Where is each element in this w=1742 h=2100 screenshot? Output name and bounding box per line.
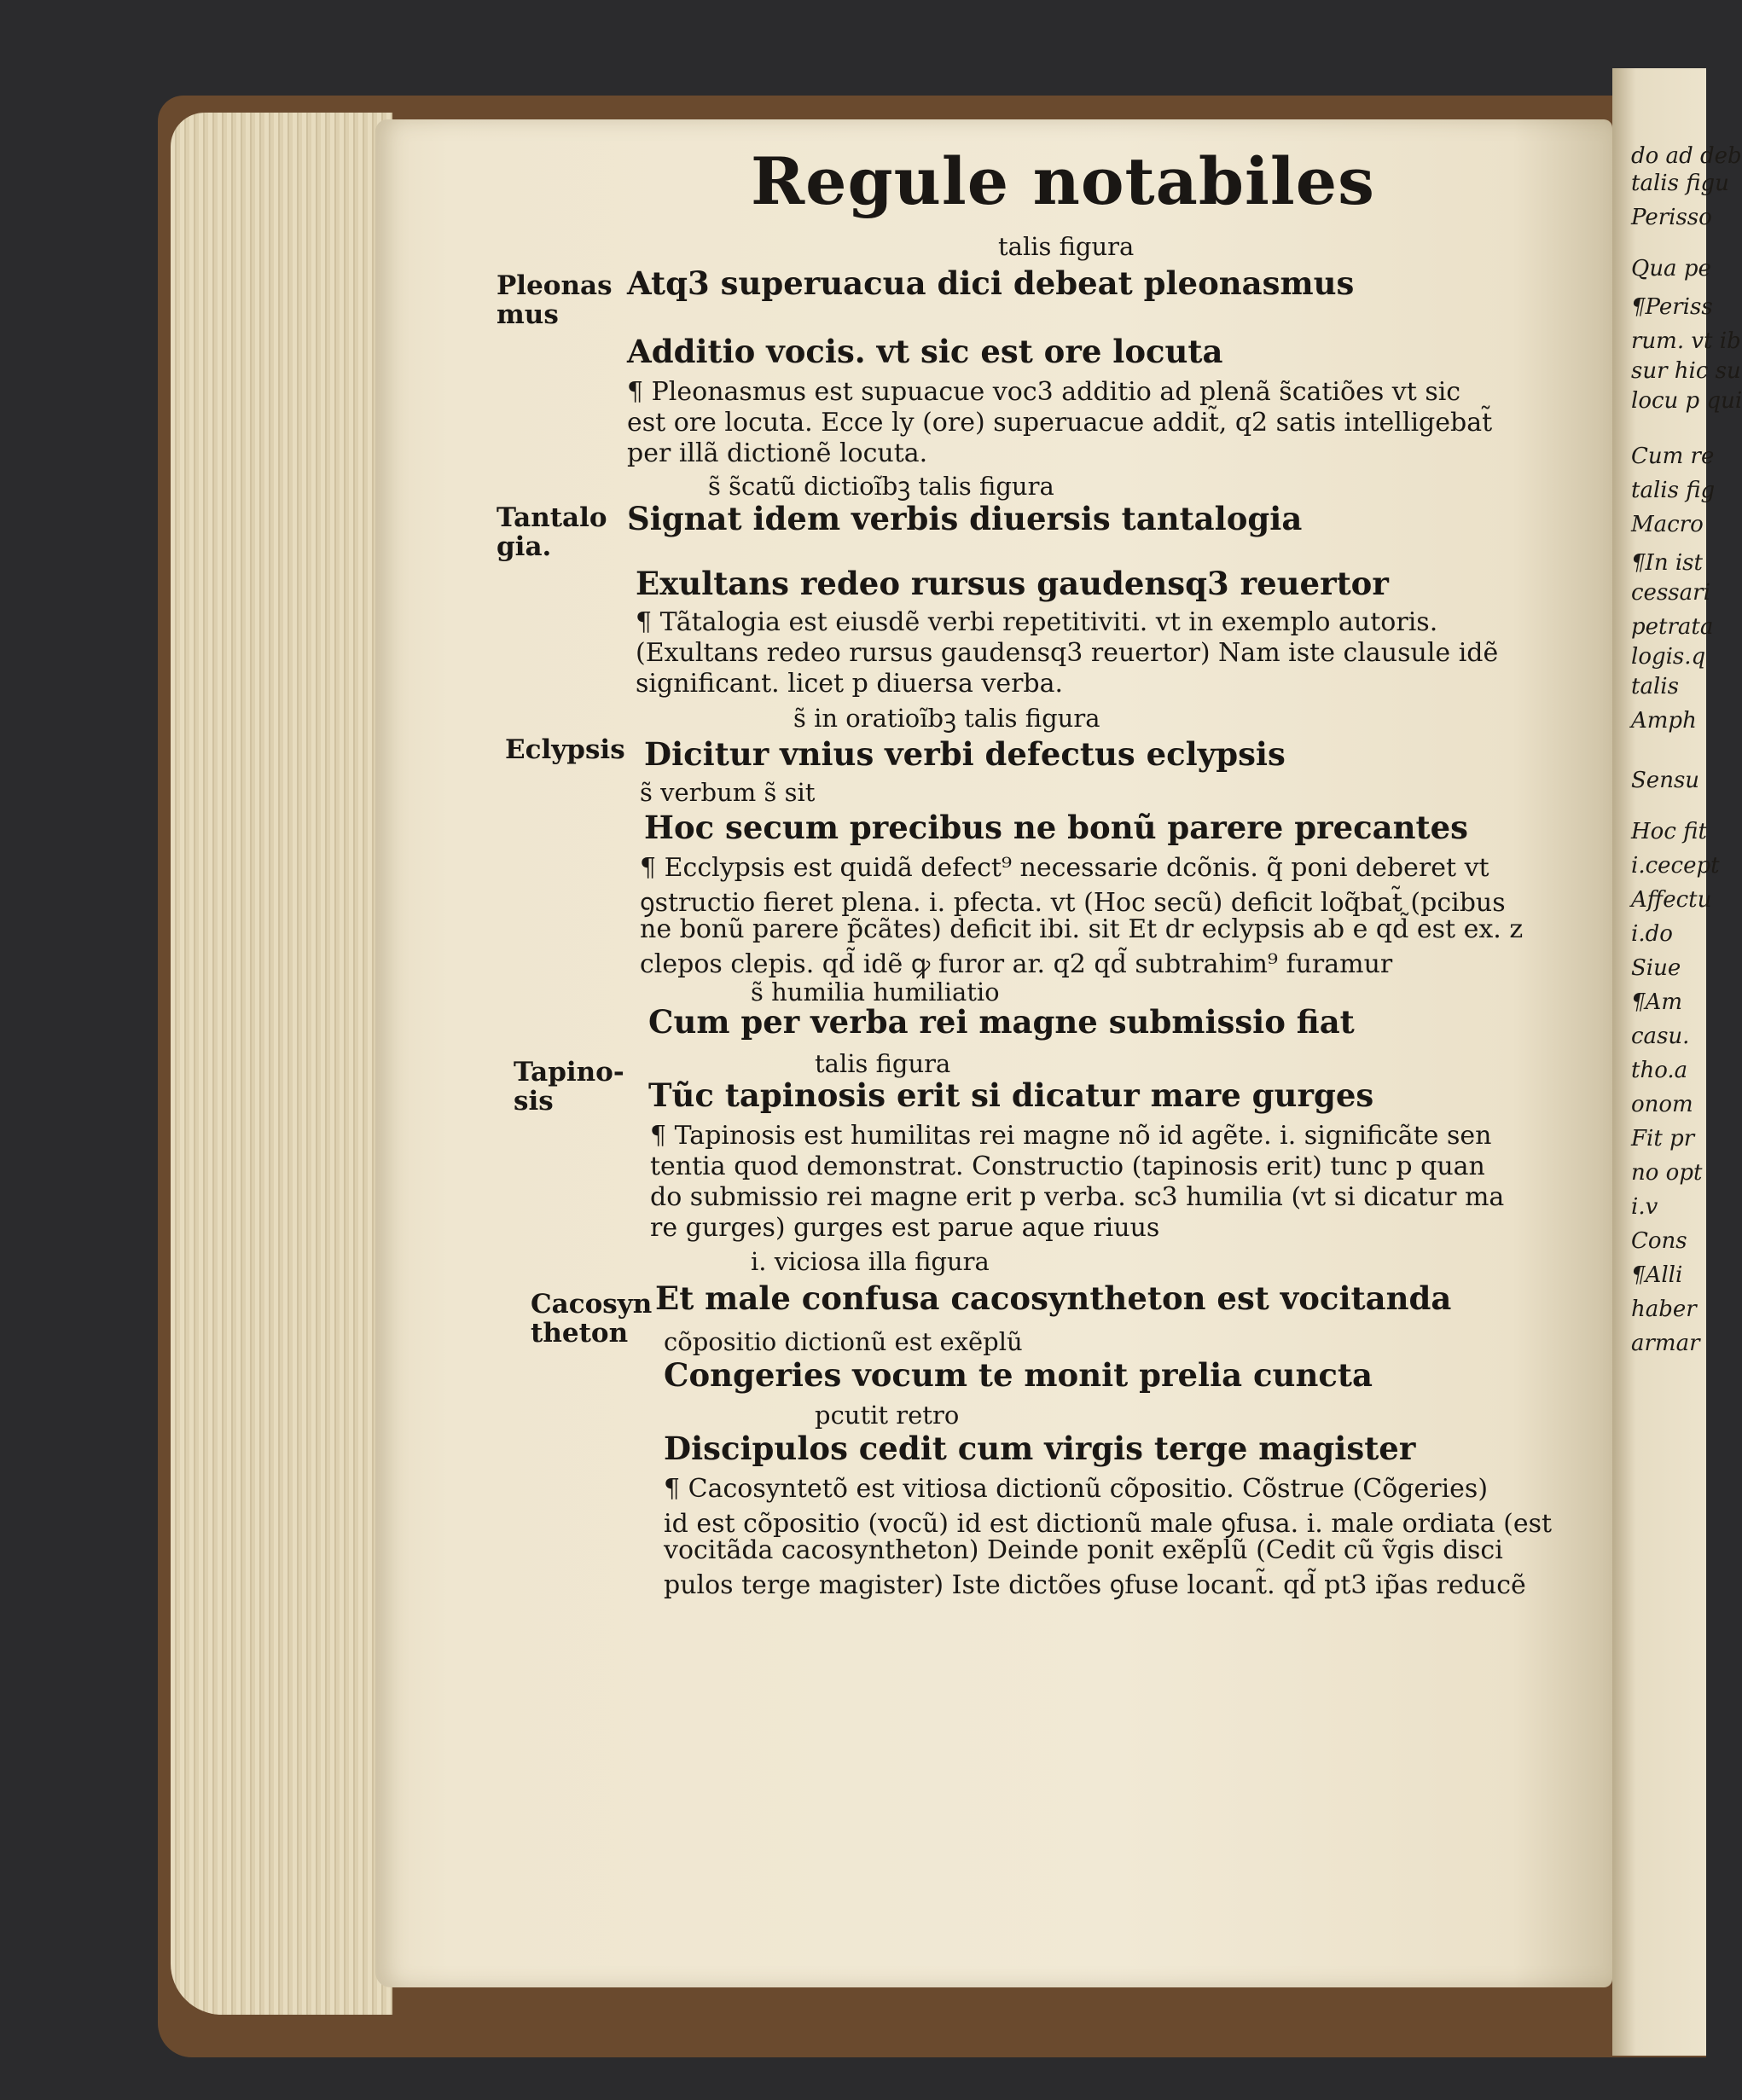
facing-page-text: no opt [1631, 1160, 1703, 1186]
commentary-line: ¶ Tãtalogia est eiusdẽ verbi repetitiviti. vt in exemplo autoris. [636, 607, 1438, 637]
facing-page-text: Sensu [1631, 768, 1700, 793]
facing-page-text: talis fig [1631, 478, 1716, 503]
facing-page-text: ¶Am [1631, 989, 1682, 1015]
facing-page-text: i.do [1631, 921, 1673, 947]
facing-page-text: Perisso [1631, 205, 1712, 230]
facing-page-text: ¶In ist [1631, 550, 1703, 576]
facing-page-text: Siue [1631, 955, 1681, 981]
facing-page-text: casu. [1631, 1024, 1690, 1049]
facing-page-text: ¶Alli [1631, 1262, 1683, 1288]
commentary-line: est ore locuta. Ecce ly (ore) superuacue addit̃, q2 satis intelligebat̃ [627, 408, 1493, 438]
facing-page-text: cessari [1631, 580, 1710, 606]
facing-page-text: ¶Periss [1631, 294, 1713, 320]
verse-line: Tũc tapinosis erit si dicatur mare gurges [648, 1076, 1374, 1114]
facing-page-text: Cum re [1631, 444, 1715, 469]
facing-page-text: logis.q [1631, 644, 1706, 670]
facing-page-text: Qua pe [1631, 256, 1711, 281]
interlinear-gloss: i. viciosa illa figura [751, 1247, 990, 1276]
commentary-line: re gurges) gurges est parue aque riuus [650, 1213, 1160, 1243]
facing-page-text: talis figu [1631, 171, 1729, 196]
page-edges [171, 113, 392, 2015]
verse-line: Et male confusa cacosyntheton est vocitanda [655, 1279, 1452, 1317]
facing-page-text: i.v [1631, 1194, 1658, 1220]
facing-page-text: haber [1631, 1297, 1697, 1322]
facing-page-text: locu p qui [1631, 388, 1742, 414]
interlinear-gloss: s̃ in oratioĩbꝫ talis figura [793, 704, 1100, 733]
margin-line: Tapino- [514, 1057, 624, 1088]
verse-line: Exultans redeo rursus gaudensq3 reuertor [636, 565, 1389, 602]
facing-page-text: Cons [1631, 1228, 1687, 1254]
commentary-line: ¶ Pleonasmus est supuacue voc3 additio ad plenã s̃catiões vt sic [627, 377, 1461, 407]
interlinear-gloss: s̃ s̃catũ dictioĩbꝫ talis figura [708, 472, 1054, 501]
facing-page-text: Fit pr [1631, 1126, 1695, 1152]
margin-note-cacosyntheton [531, 1290, 652, 1348]
margin-line: Eclypsis [505, 734, 625, 765]
commentary-line: (Exultans redeo rursus gaudensq3 reuertor) Nam iste clausule idẽ [636, 638, 1499, 668]
verse-line: Signat idem verbis diuersis tantalogia [627, 500, 1303, 537]
verse-line: Additio vocis. vt sic est ore locuta [627, 333, 1223, 370]
commentary-line: pulos terge magister) Iste dictões ꝯfuse locant̃. qd̃ pt3 ip̃as reducẽ [664, 1570, 1526, 1600]
interlinear-gloss: pcutit retro [815, 1401, 960, 1430]
interlinear-gloss: talis figura [998, 232, 1135, 261]
margin-note-eclypsis [505, 735, 625, 764]
commentary-line: ¶ Tapinosis est humilitas rei magne nõ id agẽte. i. significãte sen [650, 1121, 1492, 1151]
commentary-line: significant. licet p diuersa verba. [636, 669, 1064, 699]
page-title: Regule notabiles [751, 143, 1375, 219]
facing-page-text: Amph [1631, 708, 1697, 734]
margin-note-tapinosis [514, 1058, 624, 1116]
margin-line: Cacosyn [531, 1289, 653, 1320]
margin-line: theton [531, 1318, 629, 1349]
margin-line: Pleonas [496, 270, 613, 301]
facing-page-text: talis [1631, 674, 1679, 699]
facing-page-text: petrata [1631, 614, 1714, 640]
interlinear-gloss: s̃ verbum s̃ sit [640, 778, 816, 807]
facing-page-text: Macro [1631, 512, 1704, 537]
margin-line: sis [514, 1086, 554, 1117]
interlinear-gloss: s̃ humilia humiliatio [751, 977, 1000, 1006]
facing-page-text: i.cecept [1631, 853, 1720, 879]
facing-page-text: onom [1631, 1092, 1693, 1117]
commentary-line: id est cõpositio (vocũ) id est dictionũ male ꝯfusa. i. male ordiata (est [664, 1509, 1553, 1539]
facing-page-fragment [1612, 68, 1742, 2056]
verse-line: Atq3 superuacua dici debeat pleonasmus [627, 264, 1355, 302]
verse-line: Hoc secum precibus ne bonũ parere precantes [644, 809, 1468, 846]
facing-page-text: sur hic su [1631, 358, 1741, 384]
facing-page-text: Hoc fit [1631, 819, 1707, 844]
commentary-line: ¶ Ecclypsis est quidã defect⁹ necessarie dcõnis. q̃ poni deberet vt [640, 853, 1489, 883]
commentary-line: tentia quod demonstrat. Constructio (tapinosis erit) tunc p quan [650, 1152, 1485, 1181]
interlinear-gloss: talis figura [815, 1049, 951, 1078]
facing-page-text: tho.a [1631, 1058, 1688, 1083]
facing-page-text: Affectu [1631, 887, 1712, 913]
facing-page-text: armar [1631, 1331, 1700, 1356]
margin-line: Tantalo [496, 502, 607, 533]
verse-line: Cum per verba rei magne submissio fiat [648, 1003, 1355, 1041]
margin-note-pleonasmus [496, 271, 613, 329]
commentary-line: ¶ Cacosyntetõ est vitiosa dictionũ cõpositio. Cõstrue (Cõgeries) [664, 1474, 1489, 1504]
verse-line: Congeries vocum te monit prelia cuncta [664, 1356, 1373, 1394]
verse-line: Dicitur vnius verbi defectus eclypsis [644, 735, 1286, 773]
commentary-line: do submissio rei magne erit p verba. sc3 humilia (vt si dicatur ma [650, 1182, 1505, 1212]
facing-page-text: rum. vt ib [1631, 328, 1741, 354]
facing-page-text: do ad deb [1631, 143, 1742, 169]
margin-note-tantalogia [496, 503, 607, 561]
commentary-line: clepos clepis. qd̃ idẽ ꝙ furor ar. q2 qd̃ subtrahim⁹ furamur [640, 949, 1393, 979]
commentary-line: ꝯstructio fieret plena. i. pfecta. vt (Hoc secũ) deficit loq̃bat̃ (pcibus [640, 888, 1506, 918]
margin-line: mus [496, 299, 559, 330]
verse-line: Discipulos cedit cum virgis terge magister [664, 1430, 1416, 1467]
margin-line: gia. [496, 531, 552, 562]
interlinear-gloss: cõpositio dictionũ est exẽplũ [664, 1327, 1023, 1356]
commentary-line: per illã dictionẽ locuta. [627, 438, 928, 468]
commentary-line: vocitãda cacosyntheton) Deinde ponit exẽplũ (Cedit cũ ṽgis disci [664, 1535, 1503, 1565]
commentary-line: ne bonũ parere p̃cãtes) deficit ibi. sit Et dr eclypsis ab e qd̃ est ex. z [640, 914, 1524, 944]
